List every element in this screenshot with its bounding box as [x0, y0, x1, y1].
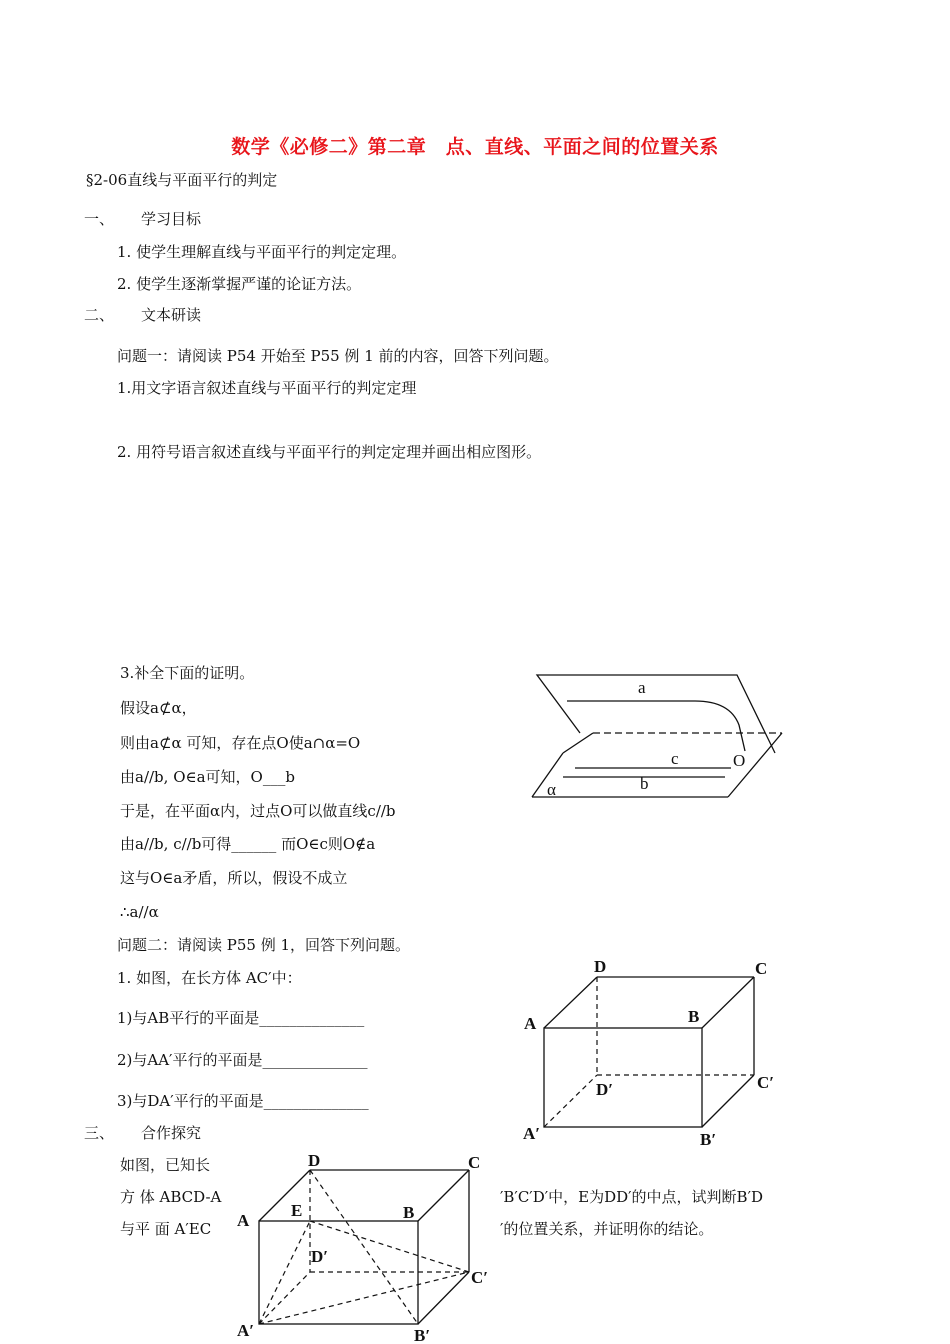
label-e: E — [291, 1201, 303, 1220]
question-1-3: 3.补全下面的证明。 — [120, 664, 255, 682]
part3-line-left-1: 如图，已知长 — [120, 1156, 211, 1174]
label-d: D — [308, 1151, 321, 1170]
part1-number: 一、 — [84, 210, 115, 228]
label-c: C — [468, 1153, 481, 1172]
part1-item-2: 2. 使学生逐渐掌握严谨的论证方法。 — [117, 275, 362, 293]
part1-heading: 学习目标 — [141, 210, 202, 228]
part3-line-right-2: ′的位置关系，并证明你的结论。 — [500, 1220, 714, 1238]
cuboid-figure-2 — [233, 1148, 498, 1344]
part3-line-left-2: 方 体 ABCD-A — [120, 1188, 222, 1206]
label-a: A — [237, 1211, 250, 1230]
question-2-item-2: 2)与AA′平行的平面是______________ — [117, 1051, 368, 1069]
part3-number: 三、 — [84, 1124, 115, 1142]
proof-line-7: ∴a//α — [120, 903, 159, 921]
proof-line-5: 由a//b, c//b可得______ 而O∈c则O∉a — [120, 835, 376, 853]
label-d-prime: D′ — [311, 1247, 329, 1266]
label-b-prime: B′ — [700, 1130, 717, 1149]
label-a: A — [524, 1014, 537, 1033]
label-alpha: α — [547, 780, 556, 799]
part1-item-1: 1. 使学生理解直线与平面平行的判定定理。 — [117, 243, 407, 261]
part3-heading: 合作探究 — [141, 1124, 202, 1142]
label-a: a — [638, 678, 646, 697]
label-b: B — [403, 1203, 415, 1222]
label-o: O — [733, 751, 746, 770]
proof-line-3: 由a//b, O∈a可知，O___b — [120, 768, 295, 786]
question-2-1: 1. 如图，在长方体 AC′中： — [117, 969, 302, 987]
label-a-prime: A′ — [237, 1321, 255, 1340]
label-b: b — [640, 774, 649, 793]
part2-number: 二、 — [84, 306, 115, 324]
question-1-2: 2. 用符号语言叙述直线与平面平行的判定定理并画出相应图形。 — [117, 443, 542, 461]
proof-line-1: 假设a⊄α， — [120, 699, 197, 717]
proof-line-2: 则由a⊄α 可知，存在点O使a∩α=O — [120, 734, 361, 752]
page-title: 数学《必修二》第二章 点、直线、平面之间的位置关系 — [231, 136, 719, 158]
label-b: B — [688, 1007, 700, 1026]
question-1-1: 1.用文字语言叙述直线与平面平行的判定定理 — [117, 379, 417, 397]
label-c: c — [671, 749, 679, 768]
question-1: 问题一：请阅读 P54 开始至 P55 例 1 前的内容，回答下列问题。 — [117, 347, 559, 365]
question-2-item-1: 1)与AB平行的平面是______________ — [117, 1009, 365, 1027]
label-d: D — [594, 957, 607, 976]
line-plane-figure — [525, 665, 787, 805]
proof-line-4: 于是，在平面α内，过点O可以做直线c//b — [120, 802, 396, 820]
cuboid-figure-1 — [520, 955, 790, 1155]
label-c-prime: C′ — [471, 1268, 489, 1287]
proof-line-6: 这与O∈a矛盾，所以，假设不成立 — [120, 869, 348, 887]
part3-line-right-1: ′B′C′D′中，E为DD′的中点，试判断B′D — [500, 1188, 764, 1206]
question-2-item-3: 3)与DA′平行的平面是______________ — [117, 1092, 369, 1110]
part2-heading: 文本研读 — [141, 306, 202, 324]
section-heading: §2-06直线与平面平行的判定 — [86, 171, 278, 189]
label-d-prime: D′ — [596, 1080, 614, 1099]
label-b-prime: B′ — [414, 1326, 431, 1344]
label-c-prime: C′ — [757, 1073, 775, 1092]
question-2: 问题二：请阅读 P55 例 1，回答下列问题。 — [117, 936, 411, 954]
label-c: C — [755, 959, 768, 978]
part3-line-left-3: 与平 面 A′EC — [120, 1220, 212, 1238]
label-a-prime: A′ — [523, 1124, 541, 1143]
